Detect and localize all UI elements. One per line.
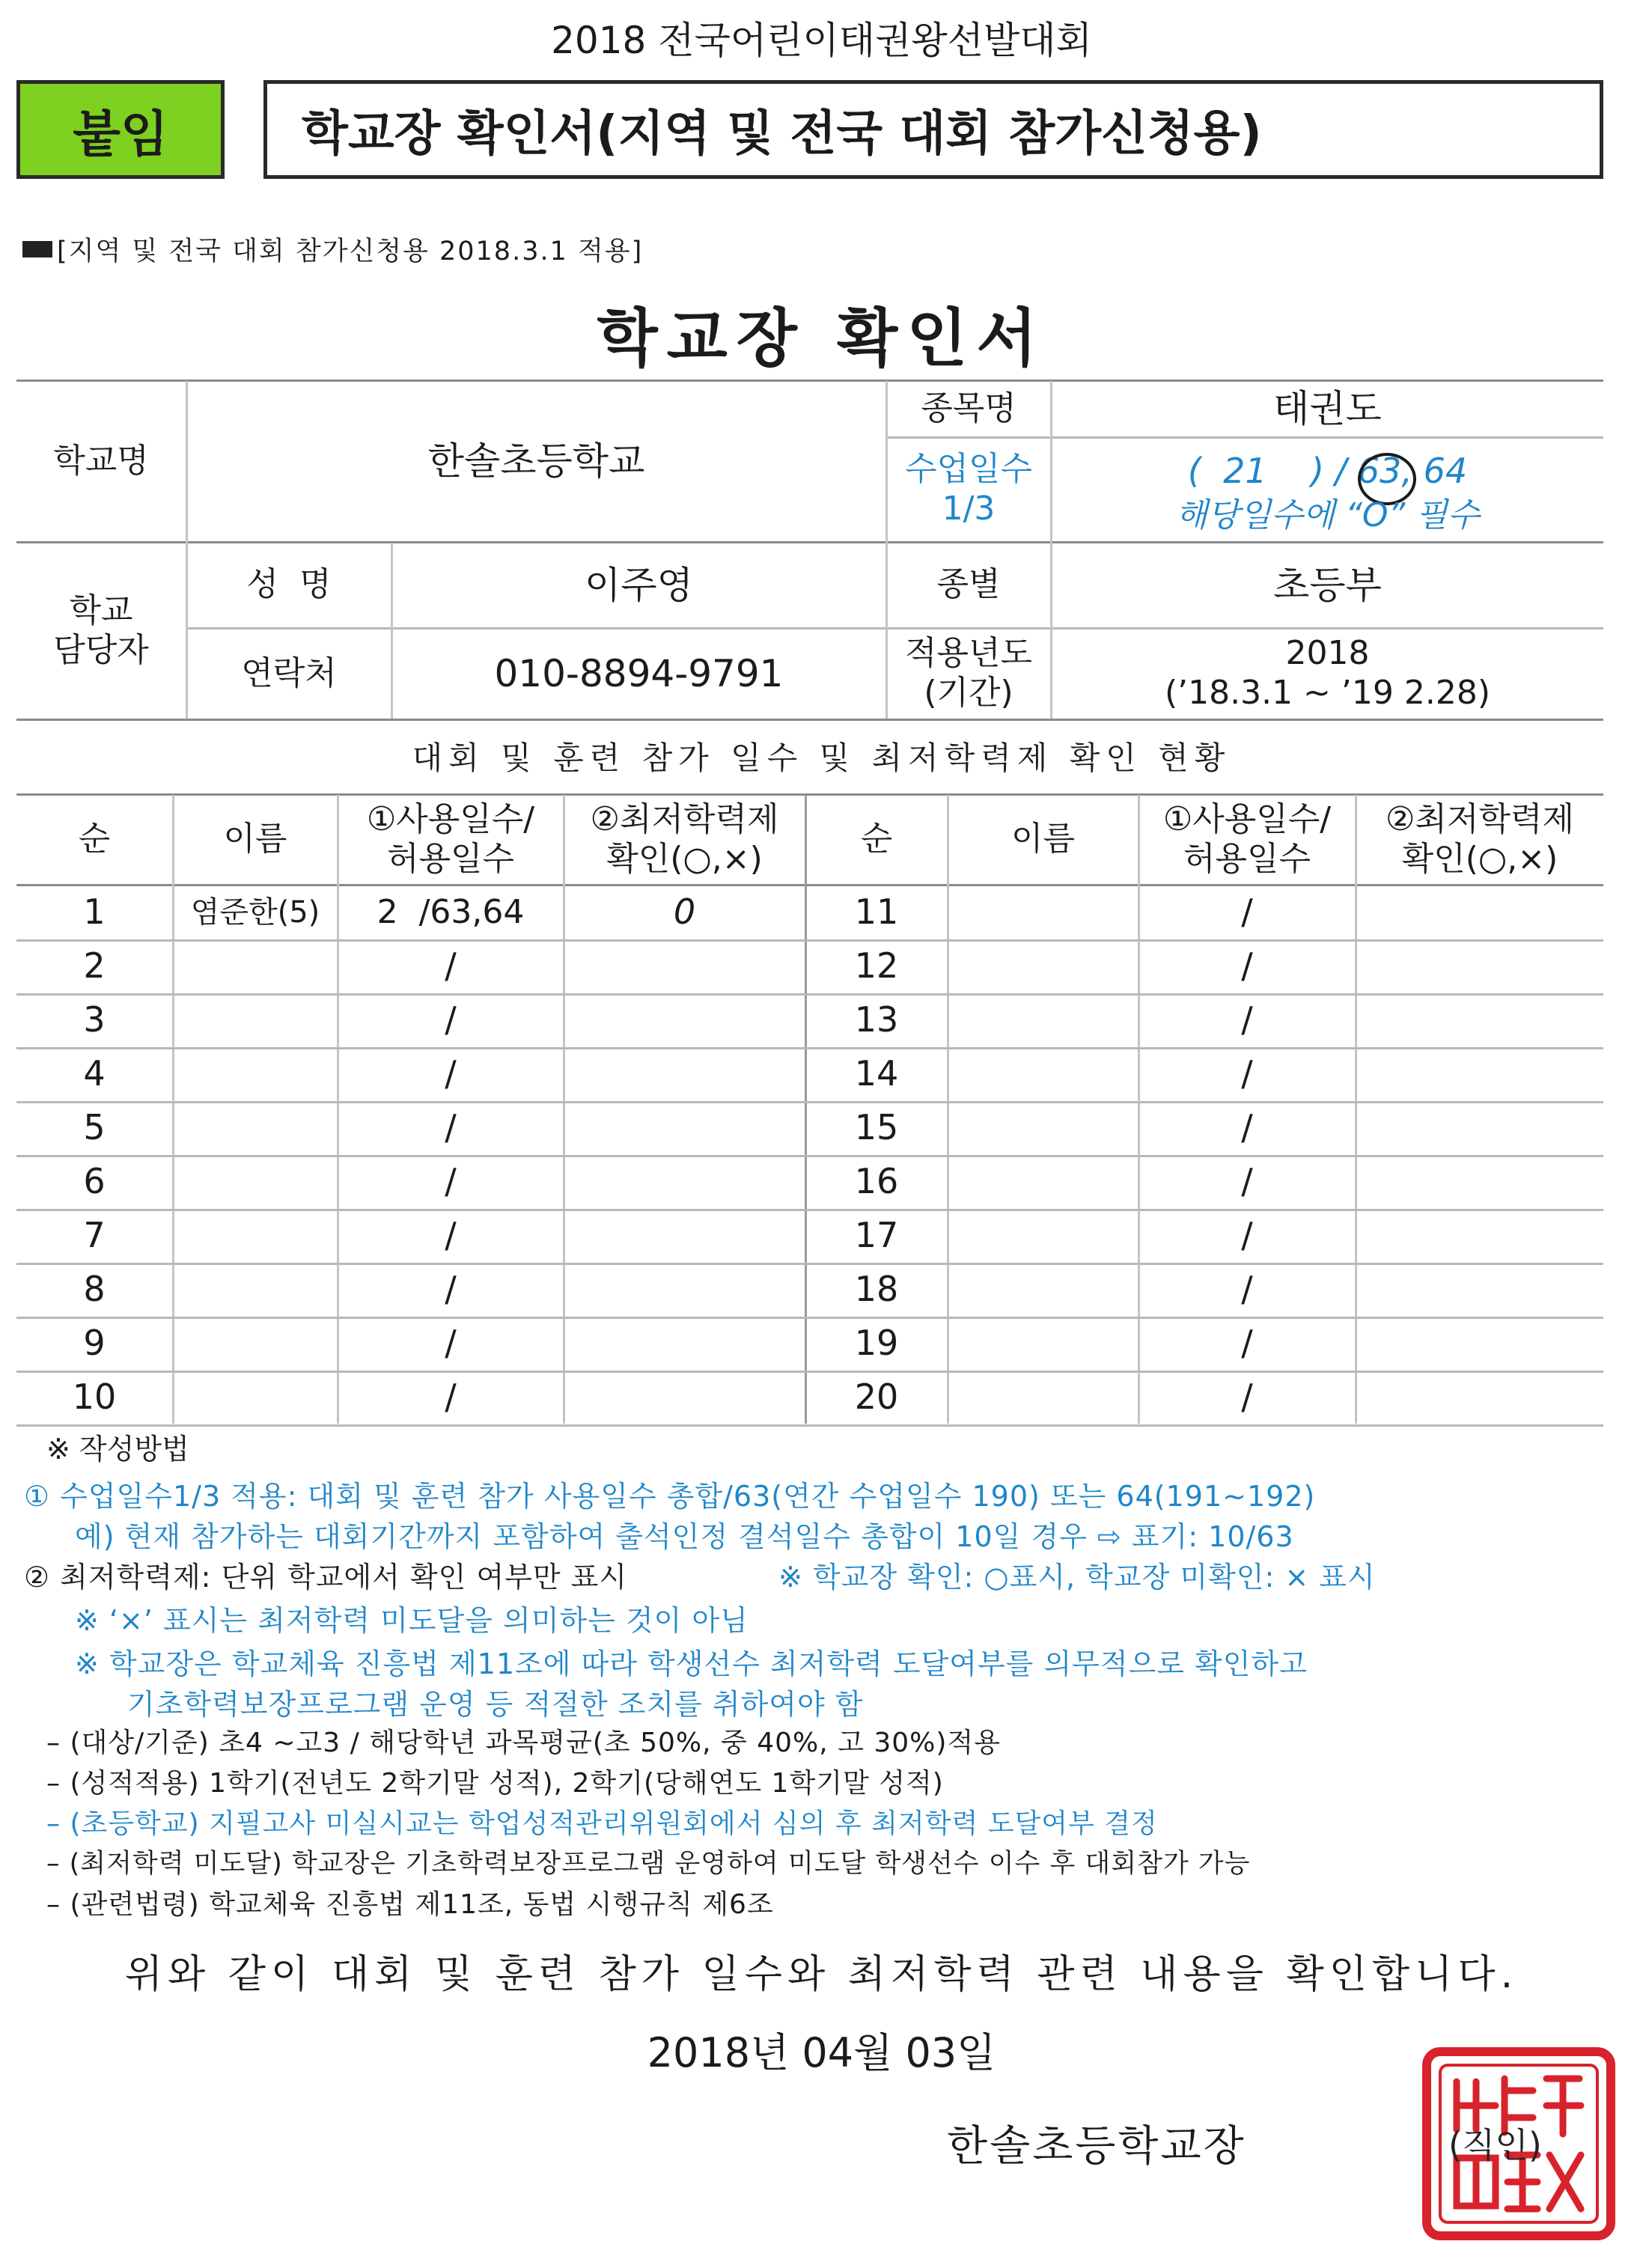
document-title: 학교장 확인서 — [597, 302, 1046, 375]
contact-label: 연락처 — [241, 653, 337, 692]
header-no-right: 순 — [860, 820, 893, 859]
table-cell-no: 11 — [854, 891, 899, 933]
school-value: 한솔초등학교 — [427, 439, 645, 483]
table-cell-name — [948, 1155, 1138, 1209]
table-cell-name — [948, 939, 1138, 993]
table-cell-check — [564, 1371, 805, 1424]
table-cell-days: / — [1241, 891, 1253, 933]
section-title: 대회 및 훈련 참가 일수 및 최저학력제 확인 현황 — [412, 740, 1231, 776]
name-value: 이주영 — [585, 563, 693, 607]
table-cell-no: 2 — [83, 945, 106, 987]
note-line-1: ① 수업일수1/3 적용: 대회 및 훈련 참가 사용일수 총합/63(연간 수업일수 190) 또는 64(191~192) — [24, 1480, 1316, 1513]
contact-value: 010-8894-9791 — [494, 652, 784, 695]
manager-label: 학교 담당자 — [53, 591, 149, 669]
table-cell-days: / — [445, 1161, 457, 1202]
table-cell-no: 6 — [83, 1161, 106, 1202]
table-cell-name — [174, 1209, 337, 1263]
table-cell-no: 14 — [854, 1053, 899, 1094]
table-cell-days: / — [1241, 1269, 1253, 1310]
table-cell-days: / — [445, 1269, 457, 1310]
table-cell-days: / — [445, 1107, 457, 1148]
table-cell-no: 8 — [83, 1269, 106, 1310]
header-days-right: ①사용일수/ 허용일수 — [1162, 799, 1332, 878]
table-cell-days: / — [445, 1215, 457, 1256]
division-label: 종별 — [936, 565, 1001, 604]
table-cell-no: 18 — [854, 1269, 899, 1310]
table-cell-no: 4 — [83, 1053, 106, 1094]
note-line-7: 기초학력보장프로그램 운영 등 적절한 조치를 취하여야 함 — [127, 1688, 864, 1721]
name-label: 성 명 — [246, 565, 332, 604]
table-cell-name — [948, 1047, 1138, 1101]
table-cell-check — [1356, 1209, 1603, 1263]
table-cell-name — [948, 885, 1138, 939]
table-cell-name — [948, 1371, 1138, 1424]
table-cell-name — [948, 1263, 1138, 1317]
header-check-right: ②최저학력제 확인(○,×) — [1386, 799, 1574, 878]
table-cell-days: / — [1241, 1053, 1253, 1094]
table-cell-name — [174, 939, 337, 993]
table-cell-days: / — [445, 1323, 457, 1364]
attachment-badge: 붙임 — [16, 80, 225, 179]
table-cell-name: 염준한(5) — [190, 895, 320, 930]
table-cell-check — [564, 1155, 805, 1209]
table-cell-check — [564, 1047, 805, 1101]
table-cell-no: 12 — [854, 945, 899, 987]
table-row-border — [16, 1424, 1603, 1427]
table-cell-name — [948, 1209, 1138, 1263]
table-cell-check — [1356, 1047, 1603, 1101]
table-cell-name — [948, 1101, 1138, 1155]
period-label: 적용년도 (기간) — [904, 634, 1032, 712]
info-bottom-border — [16, 719, 1603, 721]
note-line-3: ② 최저학력제: 단위 학교에서 확인 여부만 표시 — [24, 1561, 628, 1594]
table-cell-days: / — [1241, 1161, 1253, 1202]
form-title: 학교장 확인서(지역 및 전국 대회 참가신청용) — [263, 80, 1603, 179]
table-cell-no: 17 — [854, 1215, 899, 1256]
header-name-right: 이름 — [1011, 820, 1075, 859]
notes-header: ※ 작성방법 — [46, 1433, 189, 1466]
note-line-5: ※ ‘×’ 표시는 최저학력 미도달을 의미하는 것이 아님 — [75, 1604, 749, 1637]
principal-signature: 한솔초등학교장 — [947, 2122, 1246, 2171]
table-cell-name — [948, 1317, 1138, 1371]
table-cell-check — [1356, 993, 1603, 1047]
table-cell-days: / — [1241, 999, 1253, 1040]
table-cell-no: 9 — [83, 1323, 106, 1364]
table-cell-days: / — [1241, 945, 1253, 987]
table-cell-check — [564, 1101, 805, 1155]
table-cell-check — [564, 1263, 805, 1317]
table-cell-check — [1356, 1317, 1603, 1371]
class-days-label: 수업일수 1/3 — [904, 450, 1032, 528]
seal-label: (직인) — [1448, 2125, 1542, 2165]
declaration-text: 위와 같이 대회 및 훈련 참가 일수와 최저학력 관련 내용을 확인합니다. — [124, 1952, 1519, 1997]
table-cell-days: / — [445, 999, 457, 1040]
table-cell-no: 10 — [72, 1377, 117, 1418]
division-value: 초등부 — [1273, 563, 1382, 607]
header-days-left: ①사용일수/ 허용일수 — [366, 799, 535, 878]
table-cell-days: 2 /63,64 — [377, 892, 525, 931]
note-line-6: ※ 학교장은 학교체육 진흥법 제11조에 따라 학생선수 최저학력 도달여부를 의무적으로 확인하고 — [75, 1647, 1308, 1680]
table-cell-check — [1356, 1371, 1603, 1424]
table-cell-no: 19 — [854, 1323, 899, 1364]
table-cell-check — [1356, 1155, 1603, 1209]
class-days-value: ( 21 ) / 63, 64 — [1187, 451, 1468, 492]
table-cell-check — [1356, 1263, 1603, 1317]
table-cell-check — [1356, 939, 1603, 993]
note-line-8: – (대상/기준) 초4 ~고3 / 해당학년 과목평균(초 50%, 중 40%, 고 30%)적용 — [46, 1728, 1001, 1758]
table-cell-no: 1 — [83, 891, 106, 933]
table-cell-days: / — [445, 1053, 457, 1094]
header-name-left: 이름 — [223, 820, 287, 859]
table-cell-days: / — [445, 945, 457, 987]
table-cell-check — [564, 1209, 805, 1263]
table-cell-name — [174, 1155, 337, 1209]
table-cell-check — [564, 993, 805, 1047]
table-cell-check — [1356, 885, 1603, 939]
table-cell-name — [174, 993, 337, 1047]
table-cell-days: / — [1241, 1215, 1253, 1256]
issue-date: 2018년 04월 03일 — [647, 2029, 996, 2076]
table-cell-no: 15 — [854, 1107, 899, 1148]
table-cell-name — [174, 1101, 337, 1155]
table-cell-name — [174, 1263, 337, 1317]
square-bullet-icon — [22, 241, 52, 257]
note-line-2: 예) 현재 참가하는 대회기간까지 포함하여 출석인정 결석일수 총합이 10일 경우 ⇨ 표기: 10/63 — [75, 1520, 1294, 1553]
table-cell-check — [1356, 1101, 1603, 1155]
note-line-10: – (초등학교) 지필고사 미실시교는 학업성적관리위원회에서 심의 후 최저학력 도달여부 결정 — [46, 1808, 1158, 1839]
table-cell-days: / — [1241, 1323, 1253, 1364]
header-no-left: 순 — [78, 820, 111, 859]
sport-value: 태권도 — [1273, 387, 1382, 430]
school-label: 학교명 — [53, 441, 149, 480]
table-cell-check — [564, 939, 805, 993]
applies-note-text: [지역 및 전국 대회 참가신청용 2018.3.1 적용] — [57, 237, 644, 266]
table-cell-days: / — [445, 1377, 457, 1418]
table-cell-no: 20 — [854, 1377, 899, 1418]
table-cell-no: 3 — [83, 999, 106, 1040]
applies-note — [22, 231, 643, 268]
table-cell-check — [564, 1317, 805, 1371]
sport-label: 종목명 — [921, 388, 1016, 427]
note-line-12: – (관련법령) 학교체육 진흥법 제11조, 동법 시행규칙 제6조 — [46, 1889, 774, 1920]
note-line-9: – (성적적용) 1학기(전년도 2학기말 성적), 2학기(당해연도 1학기말 성적) — [46, 1768, 944, 1799]
table-cell-days: / — [1241, 1107, 1253, 1148]
table-cell-no: 7 — [83, 1215, 106, 1256]
table-cell-no: 5 — [83, 1107, 106, 1148]
period-value: 2018 (’18.3.1 ~ ’19 2.28) — [1164, 634, 1491, 712]
note-line-11: – (최저학력 미도달) 학교장은 기초학력보장프로그램 운영하여 미도달 학생선수 이수 후 대회참가 가능 — [46, 1849, 1251, 1879]
class-days-hint: 해당일수에 “O” 필수 — [1175, 496, 1480, 534]
table-cell-no: 16 — [854, 1161, 899, 1202]
table-cell-name — [174, 1047, 337, 1101]
table-cell-name — [948, 993, 1138, 1047]
table-cell-no: 13 — [854, 999, 899, 1040]
event-title: 2018 전국어린이태권왕선발대회 — [551, 19, 1092, 62]
table-cell-name — [174, 1317, 337, 1371]
note-line-4: ※ 학교장 확인: ○표시, 학교장 미확인: × 표시 — [778, 1561, 1376, 1594]
table-cell-days: / — [1241, 1377, 1253, 1418]
table-cell-check: 0 — [673, 891, 696, 933]
header-check-left: ②최저학력제 확인(○,×) — [590, 799, 779, 878]
table-cell-name — [174, 1371, 337, 1424]
